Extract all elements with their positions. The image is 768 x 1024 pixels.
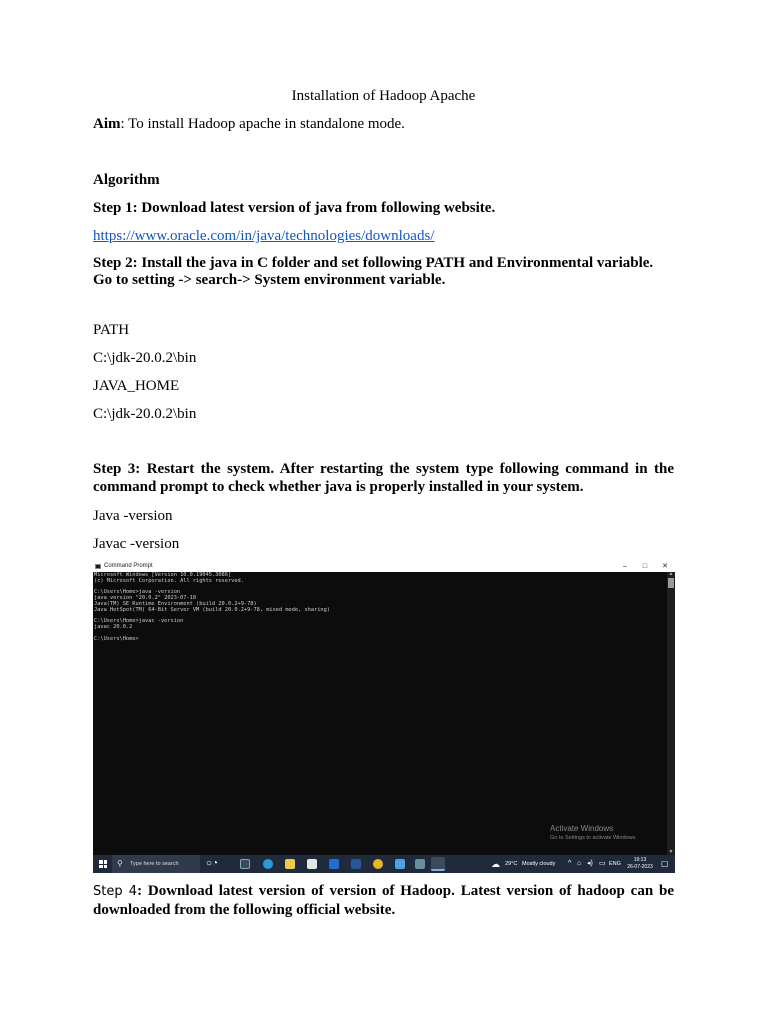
watermark-line2: Go to Settings to activate Windows. (550, 835, 637, 841)
file-explorer-icon[interactable] (285, 859, 295, 869)
aim-text: : To install Hadoop apache in standalone mode. (120, 116, 405, 132)
cortana-icon[interactable]: ○◔ (206, 858, 219, 869)
close-button[interactable]: ✕ (662, 563, 668, 570)
chevron-up-icon[interactable]: ^ (568, 860, 572, 867)
word-icon[interactable] (351, 859, 361, 869)
console-line: Microsoft Windows [Version 10.0.19045.3086] (94, 572, 232, 578)
edge-icon[interactable] (263, 859, 273, 869)
java-download-link[interactable]: https://www.oracle.com/in/java/technologies/downloads/ (93, 228, 435, 244)
console-line: java version "20.0.2" 2023-07-18 (94, 595, 197, 602)
scroll-down-icon[interactable]: ▼ (668, 850, 674, 855)
java-version-command: Java -version (93, 508, 173, 524)
windows-start-icon[interactable] (99, 860, 107, 868)
network-icon[interactable]: ⌂ (577, 860, 582, 867)
console-line: C:\Users\Home> (94, 635, 139, 642)
step1-text: Step 1: Download latest version of java from following website. (93, 200, 496, 216)
algorithm-heading: Algorithm (93, 172, 160, 188)
window-title: Command Prompt (104, 563, 153, 569)
taskbar-clock[interactable] (623, 857, 657, 870)
volume-icon[interactable]: ◂) (587, 860, 593, 867)
minimize-button[interactable]: – (623, 563, 627, 570)
language-indicator[interactable]: ENG (609, 861, 621, 867)
weather-temp[interactable]: 29°C (505, 861, 518, 867)
step2-line1: Step 2: Install the java in C folder and set following PATH and Environmental variable. (93, 255, 654, 271)
aim-line (93, 115, 405, 133)
weather-text[interactable]: Mostly cloudy (522, 861, 556, 867)
console-line: javac 20.0.2 (94, 624, 133, 631)
console-line: C:\Users\Home>java -version (94, 589, 181, 596)
chrome-icon[interactable] (373, 859, 383, 869)
watermark-line1: Activate Windows (550, 824, 614, 833)
console-line: Java(TM) SE Runtime Environment (build 20.0.2+9-78) (94, 600, 257, 607)
search-placeholder: Type here to search (130, 861, 179, 867)
battery-icon[interactable]: ▭ (599, 860, 606, 867)
path-label: PATH (93, 322, 130, 338)
activate-windows-watermark (550, 824, 637, 842)
scroll-up-icon[interactable]: ▲ (668, 572, 674, 577)
step2-line2: Go to setting -> search-> System environment variable. (93, 272, 446, 288)
app-icon[interactable] (415, 859, 425, 869)
console-line: C:\Users\Home>javac -version (94, 618, 184, 625)
java-home-value: C:\jdk-20.0.2\bin (93, 406, 197, 422)
java-download-link-line (93, 227, 434, 245)
console-line: (c) Microsoft Corporation. All rights reserved. (94, 577, 244, 584)
step4-text (93, 882, 674, 919)
aim-label: Aim (93, 116, 121, 132)
weather-icon: ☁ (491, 859, 500, 869)
windows-taskbar (93, 855, 675, 873)
settings-app-icon[interactable] (395, 859, 405, 869)
cmd-icon (95, 564, 101, 569)
notification-icon[interactable]: ▢ (661, 859, 669, 868)
maximize-button[interactable]: □ (642, 563, 648, 570)
console-line: Java HotSpot(TM) 64-Bit Server VM (build 20.0.2+9-78, mixed mode, sharing) (94, 606, 330, 613)
scrollbar-thumb[interactable] (668, 578, 674, 588)
clock-date: 26-07-2023 (627, 863, 653, 870)
step3-text: Step 3: Restart the system. After restarting the system type following command in the command prompt to check whether java is properly installed in your system. (93, 461, 674, 495)
task-view-icon[interactable] (240, 859, 250, 869)
javac-version-command: Javac -version (93, 536, 180, 552)
taskbar-search-box[interactable] (112, 855, 200, 873)
store-icon[interactable] (307, 859, 317, 869)
mail-icon[interactable] (329, 859, 339, 869)
search-icon: ⚲ (117, 859, 123, 868)
java-home-label: JAVA_HOME (93, 378, 180, 394)
clock-time: 19:13 (633, 857, 647, 863)
console-scrollbar[interactable] (667, 572, 675, 855)
window-titlebar (93, 561, 675, 572)
page-title: Installation of Hadoop Apache (291, 88, 476, 104)
path-value: C:\jdk-20.0.2\bin (93, 350, 197, 366)
console-output[interactable] (94, 573, 666, 643)
command-prompt-screenshot (93, 561, 675, 873)
step4-body: : Download latest version of version of Hadoop. Latest version of hadoop can be downloaded from the following official website. (93, 883, 674, 918)
command-prompt-taskbar-icon[interactable] (431, 857, 445, 871)
step4-label: Step 4 (93, 884, 138, 899)
